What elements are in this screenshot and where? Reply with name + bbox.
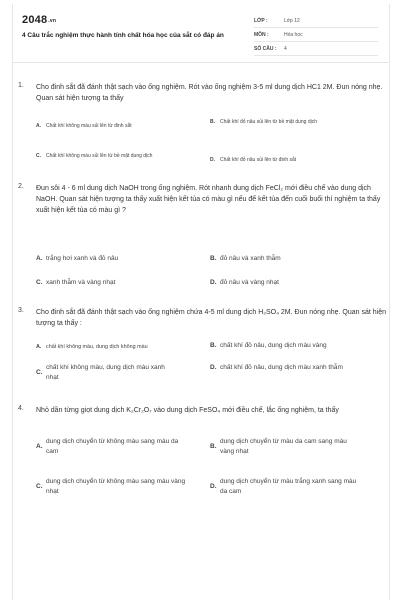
option-text: chất khí đỏ nâu, dung dịch màu vàng [220,342,327,349]
option-text: dung dịch chuyển từ không màu sang màu vàng nhạt [46,478,186,495]
option-text: trắng hơi xanh và đỏ nâu [46,255,119,262]
header-divider [12,62,388,63]
document-header [18,10,382,58]
option-text: chất khí không màu, dung dịch màu xanh nhạt [46,364,165,381]
option-c[interactable] [36,363,204,383]
question-number: 4. [18,405,24,412]
meta-value: 4 [284,45,287,52]
meta-label: MÔN : [254,31,269,38]
option-c[interactable] [36,152,204,160]
site-logo[interactable] [22,14,56,26]
meta-row-class [254,14,378,28]
question-4 [18,405,382,515]
option-text: dung dịch chuyển từ màu trắng xanh sang màu da cam [220,478,357,495]
option-b[interactable] [210,254,380,264]
question-number: 3. [18,307,24,314]
document-title: 4 Câu trắc nghiệm thực hành tính chất hóa học của sắt có đáp án [22,32,224,39]
option-letter: D. [210,279,217,286]
option-letter: D. [210,483,217,490]
option-text: Chất khí đỏ nâu sủi lên từ đinh sắt [220,157,297,163]
option-letter: B. [210,443,217,450]
meta-label: LỚP : [254,17,268,24]
option-text: Chất khí đỏ nâu sủi lên từ bề mặt dung dịch [220,119,318,125]
option-text: đỏ nâu và vàng nhạt [220,279,279,286]
option-d[interactable] [210,278,380,288]
question-text: Cho đinh sắt đã đánh thật sạch vào ống nghiệm chứa 4-5 ml dung dịch H₂SO₄ 2M. Đun nóng nhẹ. Quan sát hiện tượng ta thấy : [36,309,386,327]
option-a[interactable] [36,254,204,264]
meta-value: Hóa học [284,31,303,38]
meta-row-subject [254,28,378,42]
option-c[interactable] [36,278,204,288]
option-text: Chất khí không màu sủi lên từ đinh sắt [46,123,132,129]
option-b[interactable] [210,341,382,351]
option-letter: A. [36,255,43,262]
logo-text: 2048 [22,14,48,26]
option-letter: B. [210,255,217,262]
question-number: 2. [18,183,24,190]
option-letter: A. [36,123,41,129]
option-letter: A. [36,443,43,450]
question-1 [18,82,382,172]
logo-suffix: .vn [48,18,57,24]
option-d[interactable] [210,477,382,497]
question-2 [18,183,382,301]
option-letter: B. [210,119,215,125]
option-a[interactable] [36,343,210,351]
option-text: đỏ nâu và xanh thẫm [220,255,281,262]
option-a[interactable] [36,122,204,130]
option-letter: C. [36,153,41,159]
question-text: Đun sôi 4 - 6 ml dung dịch NaOH trong ống nghiệm. Rót nhanh dung dịch FeCl₂ mới điều chế vào dung dịch NaOH. Quan sát hiện tượng ta thấy xuất hiện kết tủa có màu gì nếu để kết tủa đến cuối buổi thí nghiệm ta thấy xuất hiện kết tủa có màu gì ? [36,185,381,214]
option-letter: B. [210,342,217,349]
option-d[interactable] [210,363,382,373]
option-text: Chất khí không màu sủi lên từ bề mặt dung dịch [46,153,153,159]
meta-table [254,14,378,56]
question-text: Nhỏ dần từng giọt dung dịch K₂Cr₂O₇ vào dung dịch FeSO₄ mới điều chế, lắc ống nghiệm, ta thấy [36,407,339,414]
option-letter: D. [210,364,217,371]
option-a[interactable] [36,437,206,457]
question-text: Cho đinh sắt đã đánh thật sạch vào ống nghiệm. Rót vào ống nghiệm 3-5 ml dung dịch HC1 2M. Đun nóng nhẹ. Quan sát hiện tượng ta thấy [36,84,383,102]
meta-value: Lớp 12 [284,17,300,24]
option-text: xanh thẫm và vàng nhạt [46,279,116,286]
option-d[interactable] [210,156,380,164]
option-letter: A. [36,344,42,350]
option-letter: D. [210,157,215,163]
option-letter: C. [36,279,43,286]
option-letter: C. [36,483,43,490]
option-text: chất khí không màu, dung dịch không màu [46,344,148,350]
option-letter: C. [36,369,43,376]
option-c[interactable] [36,477,206,497]
option-text: chất khí đỏ nâu, dung dịch màu xanh thẫm [220,364,343,371]
meta-label: SỐ CÂU : [254,45,277,52]
option-text: dung dịch chuyển từ không màu sang màu da cam [46,438,179,455]
option-b[interactable] [210,437,382,457]
meta-row-count [254,42,378,56]
option-text: dung dịch chuyển từ màu da cam sang màu vàng nhạt [220,438,347,455]
question-3 [18,307,386,397]
question-number: 1. [18,82,24,89]
option-b[interactable] [210,118,380,126]
